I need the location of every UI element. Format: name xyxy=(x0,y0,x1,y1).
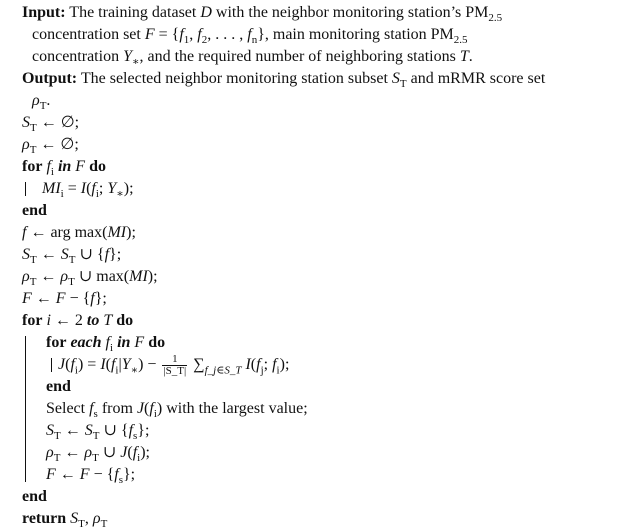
keyword: for xyxy=(46,334,67,351)
algorithm-line xyxy=(22,24,618,46)
text-fragment: The training dataset xyxy=(65,4,201,21)
text-fragment: f xyxy=(70,356,75,374)
text-fragment: from xyxy=(97,400,137,417)
algorithm-line xyxy=(22,244,618,266)
text-fragment: f xyxy=(105,334,110,351)
text-fragment: S xyxy=(22,246,30,263)
text-fragment: }, main monitoring station PM xyxy=(257,26,454,43)
text-fragment: Y xyxy=(107,180,117,197)
text-fragment: − { xyxy=(65,290,91,307)
text-fragment: T xyxy=(78,518,85,530)
text-fragment: ); xyxy=(123,180,134,197)
text-fragment: ∪ { xyxy=(75,246,105,263)
text-fragment: ρ xyxy=(84,444,93,461)
text-fragment: ∪ xyxy=(98,444,121,461)
text-fragment: i xyxy=(46,312,51,329)
text-fragment: S xyxy=(60,246,69,263)
text-fragment: }; xyxy=(123,466,136,483)
text-fragment: S xyxy=(84,422,93,439)
fraction xyxy=(162,354,187,377)
text-fragment: ρ xyxy=(22,268,30,285)
text-fragment: ρ xyxy=(22,136,30,153)
algorithm-line xyxy=(22,508,618,530)
keyword: Input: xyxy=(22,4,66,21)
text-fragment: ) = xyxy=(77,356,101,374)
keyword: in xyxy=(117,334,131,351)
text-fragment: ) − xyxy=(138,356,161,374)
keyword: end xyxy=(46,378,71,395)
keyword: for xyxy=(22,312,43,329)
keyword: do xyxy=(148,334,166,351)
keyword: return xyxy=(22,510,67,527)
text-fragment: f xyxy=(179,26,184,43)
algorithm-line xyxy=(22,178,618,200)
text-fragment: T xyxy=(68,276,75,289)
text-fragment: 2.5 xyxy=(488,12,503,25)
text-fragment: ← ∅; xyxy=(36,136,79,153)
text-fragment: ; xyxy=(98,180,108,197)
text-fragment: ← xyxy=(36,246,61,263)
text-fragment: i xyxy=(74,364,78,377)
text-fragment: F xyxy=(22,290,32,307)
text-fragment: ← arg max( xyxy=(26,224,108,241)
block-rule xyxy=(25,182,26,196)
keyword: each xyxy=(70,334,102,351)
text-fragment: ; xyxy=(263,356,273,374)
text-fragment: f_j∈S_T xyxy=(204,364,242,377)
text-fragment: S xyxy=(46,422,54,439)
text-fragment: ( xyxy=(86,180,92,197)
text-fragment: T xyxy=(100,518,108,530)
text-fragment: T xyxy=(68,254,76,267)
text-fragment: T xyxy=(103,312,113,329)
text-fragment: T xyxy=(54,430,61,443)
text-fragment: f xyxy=(110,356,116,374)
keyword: end xyxy=(22,202,47,219)
algorithm-line xyxy=(22,288,618,310)
text-fragment: MI xyxy=(42,180,61,197)
text-fragment: F xyxy=(55,290,66,307)
text-fragment: ∑ xyxy=(189,356,205,374)
text-fragment: i xyxy=(95,188,99,201)
text-fragment: ∗ xyxy=(116,188,124,201)
algorithm-line xyxy=(22,354,618,376)
text-fragment: T xyxy=(39,100,47,113)
text-fragment: F xyxy=(79,466,90,483)
keyword: in xyxy=(57,158,72,175)
text-fragment: f xyxy=(256,356,261,374)
text-fragment: T xyxy=(459,48,469,65)
text-fragment: f xyxy=(247,26,252,43)
algorithm-block xyxy=(22,2,618,530)
text-fragment: F xyxy=(75,158,86,175)
text-fragment: concentration set xyxy=(32,26,145,43)
text-fragment: T xyxy=(29,276,37,289)
keyword: to xyxy=(86,312,100,329)
algorithm-line xyxy=(22,112,618,134)
keyword: Output: xyxy=(22,70,78,87)
text-fragment: ( xyxy=(65,356,71,374)
text-fragment: f xyxy=(91,180,96,197)
algorithm-line xyxy=(22,2,618,24)
text-fragment: ( xyxy=(250,356,257,374)
fraction-numerator: 1 xyxy=(162,354,187,366)
text-fragment: ( xyxy=(127,444,133,461)
text-fragment: D xyxy=(200,4,212,21)
text-fragment: ); xyxy=(140,444,150,461)
text-fragment: = xyxy=(63,180,81,197)
text-fragment: n xyxy=(251,34,258,47)
text-fragment: F xyxy=(46,466,56,483)
text-fragment: f xyxy=(149,400,154,417)
text-fragment: | xyxy=(118,356,122,374)
text-fragment: ∪ { xyxy=(99,422,129,439)
text-fragment: MI xyxy=(107,224,127,241)
text-fragment: s xyxy=(93,408,98,421)
text-fragment: s xyxy=(118,474,123,487)
text-fragment: Y xyxy=(121,356,131,374)
text-fragment: ∪ max( xyxy=(74,268,130,285)
text-fragment: T xyxy=(92,452,99,465)
text-fragment: }; xyxy=(94,290,107,307)
text-fragment: f xyxy=(114,466,119,483)
text-fragment: ← xyxy=(60,444,85,461)
algorithm-line xyxy=(22,376,618,398)
text-fragment: concentration xyxy=(32,48,124,65)
text-fragment: i xyxy=(137,452,141,465)
text-fragment: f xyxy=(272,356,277,374)
text-fragment: T xyxy=(53,452,61,465)
text-fragment: , . . . , xyxy=(207,26,248,43)
algorithm-line xyxy=(22,90,618,112)
algorithm-line xyxy=(22,134,618,156)
text-fragment: j xyxy=(260,364,264,377)
algorithm-line xyxy=(22,222,618,244)
text-fragment: T xyxy=(92,430,100,443)
text-fragment: The selected neighbor monitoring station subset xyxy=(77,70,392,87)
text-fragment: }; xyxy=(137,422,150,439)
algorithm-line xyxy=(22,464,618,486)
text-fragment: ρ xyxy=(60,268,69,285)
algorithm-line xyxy=(22,486,618,508)
algorithm-line xyxy=(22,46,618,68)
algorithm-line xyxy=(22,310,618,332)
text-fragment: T xyxy=(399,78,407,91)
text-fragment: s xyxy=(133,430,138,443)
algorithm-line xyxy=(22,156,618,178)
text-fragment: T xyxy=(29,144,37,157)
text-fragment: f xyxy=(90,290,95,307)
text-fragment: − { xyxy=(89,466,115,483)
text-fragment: i xyxy=(60,188,64,201)
text-fragment: Select xyxy=(46,400,90,417)
text-fragment: i xyxy=(50,166,54,179)
text-fragment: ← xyxy=(36,268,61,285)
text-fragment: T xyxy=(30,122,37,135)
text-fragment: I xyxy=(100,356,106,374)
text-fragment: ∗ xyxy=(131,56,140,69)
text-fragment: f xyxy=(104,246,110,263)
text-fragment: . xyxy=(46,92,51,109)
text-fragment: ρ xyxy=(92,510,101,527)
text-fragment: , and the required number of neighboring stations xyxy=(139,48,460,65)
text-fragment: i xyxy=(115,364,119,377)
algorithm-line xyxy=(22,442,618,464)
text-fragment: J xyxy=(120,444,128,461)
text-fragment: i xyxy=(110,342,114,355)
text-fragment: ∗ xyxy=(130,364,139,377)
text-fragment: ← xyxy=(55,466,80,483)
keyword: do xyxy=(89,158,106,175)
text-fragment: f xyxy=(132,444,138,461)
algorithm-line xyxy=(22,266,618,288)
text-fragment: 1 xyxy=(183,34,190,47)
text-fragment: S xyxy=(22,114,30,131)
text-fragment: J xyxy=(58,356,66,374)
text-fragment: ) with the largest value; xyxy=(156,400,308,417)
text-fragment: ); xyxy=(147,268,158,285)
algorithm-line xyxy=(22,68,618,90)
text-fragment: F xyxy=(144,26,155,43)
text-fragment: and mRMR score set xyxy=(406,70,546,87)
text-fragment: ( xyxy=(144,400,150,417)
text-fragment: ρ xyxy=(32,92,40,109)
keyword: for xyxy=(22,158,43,175)
text-fragment: F xyxy=(134,334,145,351)
text-fragment: ); xyxy=(279,356,290,374)
text-fragment: S xyxy=(70,510,79,527)
text-fragment: = { xyxy=(154,26,180,43)
text-fragment: ← xyxy=(31,290,56,307)
text-fragment: I xyxy=(245,356,251,374)
block-rule xyxy=(25,336,26,482)
algorithm-line xyxy=(22,200,618,222)
text-fragment: f xyxy=(46,158,51,175)
text-fragment: , xyxy=(189,26,198,43)
text-fragment: . xyxy=(468,48,473,65)
fraction-denominator: |S_T| xyxy=(163,365,187,377)
text-fragment: ← 2 xyxy=(50,312,87,329)
text-fragment: ← xyxy=(60,422,85,439)
text-fragment: f xyxy=(197,26,202,43)
text-fragment: , xyxy=(84,510,93,527)
text-fragment: Y xyxy=(123,48,132,65)
algorithm-line xyxy=(22,420,618,442)
text-fragment: I xyxy=(80,180,87,197)
algorithm-line xyxy=(22,332,618,354)
text-fragment: f xyxy=(89,400,94,417)
algorithm-line xyxy=(22,398,618,420)
text-fragment: f xyxy=(128,422,134,439)
text-fragment: ( xyxy=(105,356,111,374)
text-fragment: }; xyxy=(109,246,122,263)
text-fragment: with the neighbor monitoring station’s PM xyxy=(211,4,489,21)
text-fragment: ρ xyxy=(46,444,54,461)
keyword: end xyxy=(22,488,47,505)
text-fragment: i xyxy=(276,364,280,377)
text-fragment: ); xyxy=(126,224,136,241)
text-fragment: 2.5 xyxy=(453,34,468,47)
block-rule xyxy=(51,358,52,372)
text-fragment: MI xyxy=(129,268,148,285)
keyword: do xyxy=(116,312,134,329)
text-fragment: 2 xyxy=(201,34,208,47)
text-fragment: J xyxy=(136,400,145,417)
text-fragment: S xyxy=(391,70,400,87)
text-fragment: f xyxy=(22,224,27,241)
text-fragment: T xyxy=(30,254,37,267)
text-fragment: ← ∅; xyxy=(36,114,80,131)
text-fragment: i xyxy=(153,408,157,421)
